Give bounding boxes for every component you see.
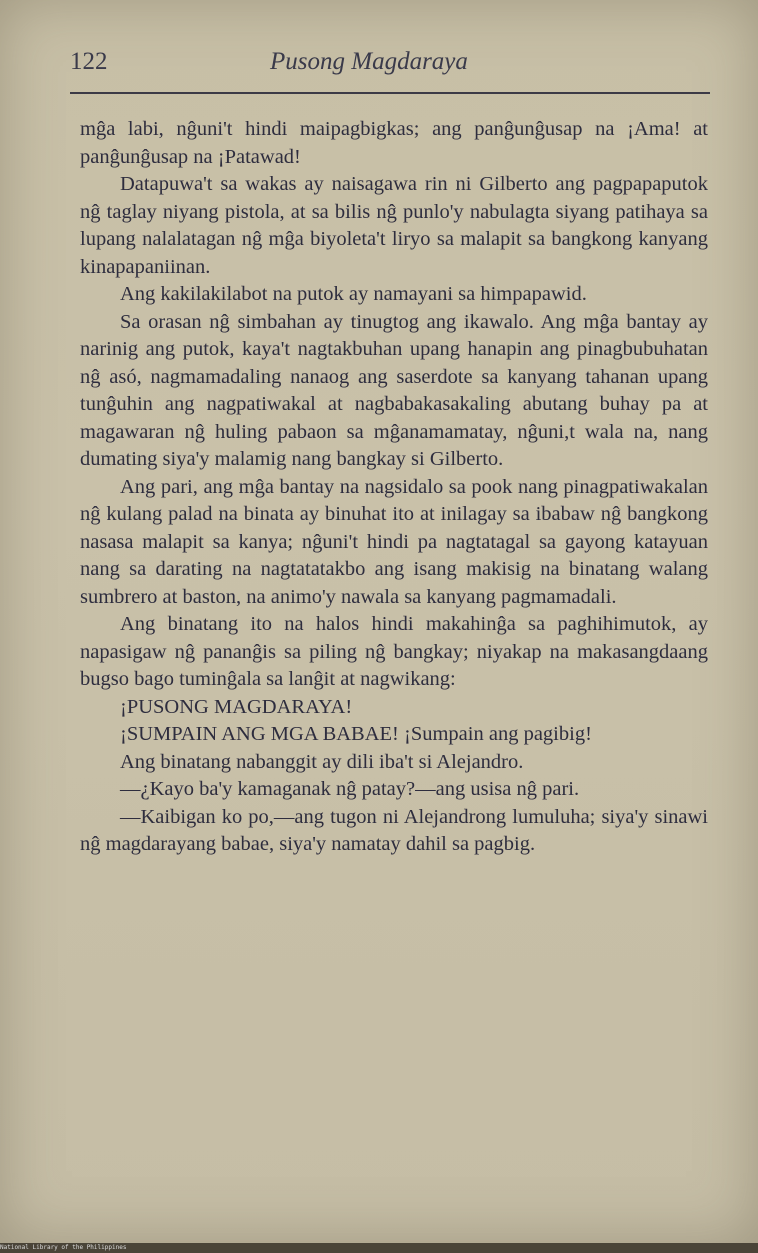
paragraph: Ang binatang ito na halos hindi makahinĝa sa paghihimutok, ay napasigaw nĝ pananĝis sa piling nĝ bangkay; niyakap na makasangdaang bugso bago tuminĝala sa lanĝit at nagwikang: (80, 613, 708, 690)
body-text (80, 116, 708, 859)
library-credit: National Library of the Philippines (0, 1244, 127, 1251)
paragraph: ¡PUSONG MAGDARAYA! (120, 695, 353, 718)
header-rule (70, 92, 710, 94)
paragraph: Ang pari, ang mĝa bantay na nagsidalo sa pook nang pinagpatiwakalan nĝ kulang palad na binata ay binuhat ito at inilagay sa ibabaw nĝ bangkong nasasa malapit sa kanya; nĝuni't hindi pa nagtatagal sa gayong katayuan nang sa darating na nagtatatakbo ang isang makisig na binatang walang sumbrero at baston, na animo'y nawala sa kanyang pagmamadali. (80, 475, 708, 608)
running-title: Pusong Magdaraya (270, 48, 468, 75)
page-header (70, 48, 710, 82)
paragraph: Sa orasan nĝ simbahan ay tinugtog ang ikawalo. Ang mĝa bantay ay narinig ang putok, kaya't nagtakbuhan upang hanapin ang pinagbubuhatan nĝ asó, nagmamadaling nanaog ang saserdote sa kanyang tahanan upang tunĝuhin ang nagpatiwakal at nagbabakasakaling abutang buhay pa at magawaran nĝ huling pabaon sa mĝanamamatay, nĝuni,t wala na, nang dumating siya'y malamig nang bangkay si Gilberto. (80, 310, 708, 470)
paragraph: —Kaibigan ko po,—ang tugon ni Alejandrong lumuluha; siya'y sinawi nĝ magdarayang babae, siya'y namatay dahil sa pagbig. (80, 805, 708, 855)
paragraph: ¡SUMPAIN ANG MGA BABAE! ¡Sumpain ang pagibig! (120, 723, 592, 745)
paragraph: Datapuwa't sa wakas ay naisagawa rin ni Gilberto ang pagpapaputok nĝ taglay niyang pistola, at sa bilis nĝ punlo'y nabulagta siyang patihaya sa lupang nalalatagan nĝ mĝa biyoleta't liryo sa malapit sa bangkong kanyang kinapapaniinan. (80, 173, 708, 278)
paragraph: Ang kakilakilabot na putok ay namayani sa himpapawid. (120, 283, 587, 305)
paragraph: Ang binatang nabanggit ay dili iba't si Alejandro. (120, 750, 524, 773)
paragraph: —¿Kayo ba'y kamaganak nĝ patay?—ang usisa nĝ pari. (120, 778, 580, 800)
paragraph: mĝa labi, nĝuni't hindi maipagbigkas; ang panĝunĝusap na ¡Ama! at panĝunĝusap na ¡Patawad! (80, 118, 708, 168)
page-number: 122 (70, 48, 108, 75)
